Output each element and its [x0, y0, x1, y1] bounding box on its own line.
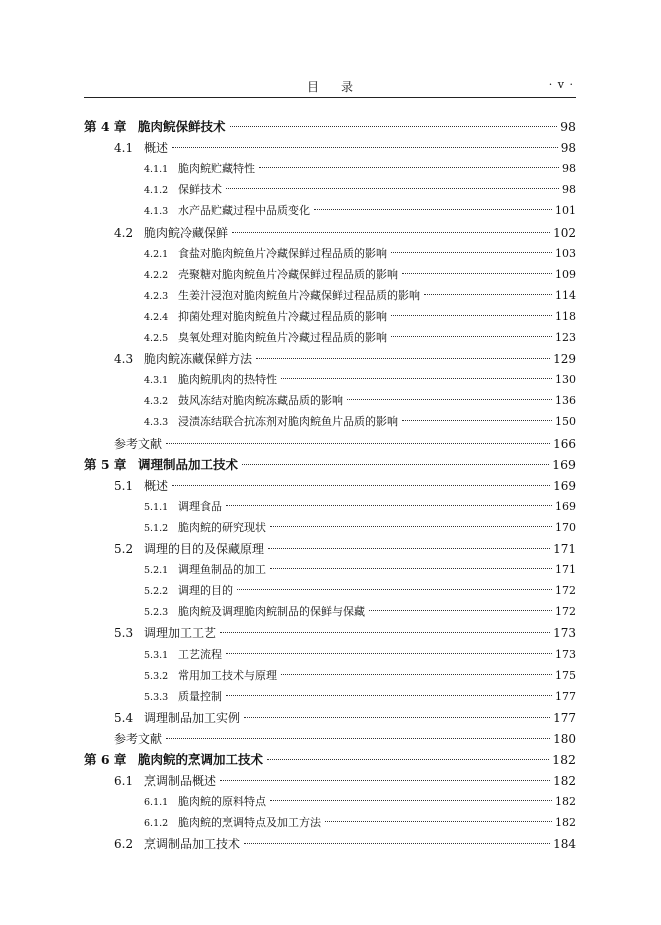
dot-leader [267, 759, 549, 760]
toc-page-number: 172 [555, 584, 576, 598]
dot-leader [237, 589, 552, 590]
toc-page-number: 177 [553, 710, 576, 725]
dot-leader [226, 188, 559, 189]
toc-page-number: 184 [553, 837, 576, 852]
toc-number: 4.1 [114, 141, 134, 156]
running-header [84, 78, 576, 96]
toc-page-number: 177 [555, 689, 576, 703]
toc-page-number: 101 [555, 204, 576, 218]
dot-leader [244, 717, 550, 718]
toc-number: 5.3.3 [144, 691, 169, 703]
toc-page-number: 98 [562, 162, 576, 176]
toc-number: 5.3 [114, 626, 134, 641]
dot-leader [256, 358, 550, 359]
toc-title: 脆肉鲩的烹调特点及加工方法 [178, 816, 321, 830]
toc-page-number: 172 [555, 605, 576, 619]
toc-subsection [144, 370, 576, 390]
toc-section [114, 349, 576, 369]
toc-number: 6.1 [114, 774, 134, 789]
toc-title: 质量控制 [178, 689, 222, 703]
toc-subsection [144, 180, 576, 200]
dot-leader [391, 315, 552, 316]
toc-number: 4.1.3 [144, 206, 169, 218]
toc-chapter [84, 117, 576, 137]
toc-page-number: 98 [560, 141, 576, 156]
toc-subsection [144, 328, 576, 348]
toc-number: 5.3.2 [144, 670, 169, 682]
toc-page-number: 109 [555, 267, 576, 281]
toc-title: 脆肉鲩冻藏保鲜方法 [144, 352, 253, 367]
dot-leader [226, 653, 552, 654]
dot-leader [270, 800, 552, 801]
dot-leader [226, 505, 552, 506]
dot-leader [270, 568, 552, 569]
dot-leader [242, 464, 549, 465]
toc-number: 第 5 章 [84, 456, 127, 472]
toc-number: 第 6 章 [84, 752, 127, 767]
toc-subsection [144, 244, 576, 264]
toc-page-number: 182 [555, 795, 576, 809]
toc-page-number: 166 [553, 436, 576, 451]
toc-section [114, 771, 576, 791]
toc-page-number: 103 [555, 246, 576, 260]
toc-page-number: 114 [555, 288, 576, 302]
toc-title: 水产品贮藏过程中品质变化 [178, 204, 310, 218]
toc-title: 工艺流程 [178, 647, 222, 661]
toc-title: 调理加工工艺 [144, 626, 217, 641]
toc-title: 脆肉鲩及调理脆肉鲩制品的保鲜与保藏 [178, 605, 365, 619]
toc-number: 4.2.3 [144, 290, 169, 302]
toc-number: 5.4 [114, 710, 134, 725]
toc-number: 5.1.2 [144, 522, 169, 534]
toc-title: 壳聚糖对脆肉鲩鱼片冷藏保鲜过程品质的影响 [178, 267, 398, 281]
toc-title: 脆肉鲩冷藏保鲜 [144, 225, 229, 240]
toc-title: 保鲜技术 [178, 183, 222, 197]
toc-number: 6.1.1 [144, 797, 169, 809]
toc-number: 5.1.1 [144, 501, 169, 513]
toc-number: 5.2.1 [144, 565, 169, 577]
toc-title: 调理的目的及保藏原理 [144, 542, 265, 556]
toc-title: 鼓风冻结对脆肉鲩冻藏品质的影响 [178, 394, 343, 408]
toc-page-number: 180 [553, 731, 576, 746]
toc-section [114, 623, 576, 643]
toc-page-number: 98 [560, 119, 576, 134]
toc-subsection [144, 265, 576, 285]
dot-leader [268, 548, 550, 549]
toc-references [114, 434, 576, 454]
dot-leader [270, 526, 552, 527]
toc-number: 4.1.2 [144, 185, 169, 197]
toc-number: 6.1.2 [144, 818, 169, 830]
dot-leader [347, 399, 552, 400]
toc-page-number: 171 [553, 542, 576, 556]
dot-leader [226, 695, 552, 696]
toc-number: 第 4 章 [84, 119, 127, 134]
toc-subsection [144, 412, 576, 432]
toc-section [114, 708, 576, 728]
dot-leader [402, 420, 552, 421]
toc-section [114, 476, 576, 496]
dot-leader [369, 610, 552, 611]
toc-page-number: 173 [553, 626, 576, 641]
dot-leader [391, 252, 552, 253]
toc-page-number: 129 [553, 352, 576, 367]
dot-leader [230, 126, 558, 127]
dot-leader [259, 167, 559, 168]
toc-number: 4.1.1 [144, 164, 169, 176]
dot-leader [402, 273, 552, 274]
dot-leader [281, 378, 552, 379]
dot-leader [281, 674, 552, 675]
toc-number: 4.2.5 [144, 333, 169, 344]
toc-title: 生姜汁浸泡对脆肉鲩鱼片冷藏保鲜过程品质的影响 [178, 288, 420, 302]
toc-number: 4.3.3 [144, 417, 169, 429]
toc-page-number: 169 [552, 456, 576, 472]
toc-title: 调理制品加工实例 [144, 710, 241, 725]
toc-title: 参考文献 [114, 731, 163, 746]
toc-page-number: 170 [555, 520, 576, 534]
toc-title: 烹调制品概述 [144, 774, 217, 789]
toc-subsection [144, 602, 576, 622]
toc-number: 4.2.1 [144, 248, 169, 260]
toc-page-number: 171 [555, 563, 576, 577]
toc-title: 调理制品加工技术 [138, 456, 239, 472]
toc-page-number: 169 [555, 499, 576, 513]
toc-title: 脆肉鲩的研究现状 [178, 520, 266, 534]
dot-leader [314, 209, 552, 210]
toc-title: 调理的目的 [178, 584, 233, 598]
toc-title: 脆肉鲩的原料特点 [178, 795, 266, 809]
toc-number: 5.2.3 [144, 607, 169, 619]
toc-page-number: 182 [552, 752, 576, 767]
header-rule [84, 97, 576, 98]
toc-title: 调理食品 [178, 499, 222, 513]
toc-title: 脆肉鲩保鲜技术 [138, 119, 226, 134]
toc-number: 4.3 [114, 352, 134, 367]
toc-number: 5.2.2 [144, 586, 169, 598]
toc-subsection [144, 307, 576, 327]
toc-subsection [144, 687, 576, 707]
dot-leader [172, 485, 550, 486]
toc-subsection [144, 391, 576, 411]
toc-title: 臭氧处理对脆肉鲩鱼片冷藏过程品质的影响 [178, 331, 387, 344]
dot-leader [166, 443, 550, 444]
toc-page-number: 123 [555, 331, 576, 344]
toc-section [114, 138, 576, 158]
toc-page-number: 182 [553, 774, 576, 789]
dot-leader [220, 632, 550, 633]
toc-subsection [144, 286, 576, 306]
toc-subsection [144, 813, 576, 833]
toc-title: 调理鱼制品的加工 [178, 563, 266, 577]
toc-title: 浸渍冻结联合抗冻剂对脆肉鲩鱼片品质的影响 [178, 415, 398, 429]
toc-title: 抑菌处理对脆肉鲩鱼片冷藏过程品质的影响 [178, 309, 387, 323]
toc-number: 4.2 [114, 225, 134, 240]
toc-page-number: 102 [553, 225, 576, 240]
toc-number: 5.1 [114, 478, 134, 493]
toc-number: 4.3.1 [144, 375, 169, 387]
dot-leader [325, 821, 552, 822]
toc-number: 4.2.4 [144, 311, 169, 323]
toc-subsection [144, 581, 576, 601]
toc-page-number: 182 [555, 816, 576, 830]
toc-references [114, 729, 576, 749]
dot-leader [424, 294, 552, 295]
toc-title: 概述 [144, 141, 169, 156]
toc-subsection [144, 497, 576, 517]
toc-page-number: 150 [555, 415, 576, 429]
toc-number: 5.2 [114, 542, 134, 556]
toc-page-number: 169 [553, 478, 576, 493]
dot-leader [172, 147, 558, 148]
toc-subsection [144, 792, 576, 812]
dot-leader [166, 738, 550, 739]
toc-title: 烹调制品加工技术 [144, 837, 241, 852]
dot-leader [220, 780, 550, 781]
toc-subsection [144, 645, 576, 665]
toc-subsection [144, 159, 576, 179]
dot-leader [391, 336, 552, 337]
toc-subsection [144, 560, 576, 580]
dot-leader [232, 232, 550, 233]
toc-page-number: 175 [555, 668, 576, 682]
toc-page-number: 173 [555, 647, 576, 661]
toc-chapter [84, 750, 576, 770]
toc-page-number: 98 [562, 183, 576, 197]
toc-section [114, 223, 576, 243]
toc-section [114, 834, 576, 854]
toc-title: 概述 [144, 478, 169, 493]
toc-subsection [144, 666, 576, 686]
toc-title: 食盐对脆肉鲩鱼片冷藏保鲜过程品质的影响 [178, 246, 387, 260]
toc-chapter [84, 455, 576, 475]
toc-number: 5.3.1 [144, 649, 169, 661]
toc-title: 参考文献 [114, 436, 163, 451]
toc-section [114, 539, 576, 559]
toc-title: 常用加工技术与原理 [178, 668, 277, 682]
toc-number: 6.2 [114, 837, 134, 852]
toc-title: 脆肉鲩肌肉的热特性 [178, 373, 277, 387]
header-page-number: · v · [548, 78, 574, 91]
toc-page-number: 130 [555, 373, 576, 387]
toc-subsection [144, 201, 576, 221]
toc-subsection [144, 518, 576, 538]
toc-number: 4.3.2 [144, 396, 169, 408]
header-title: 目录 [306, 80, 375, 94]
dot-leader [244, 843, 550, 844]
toc-title: 脆肉鲩的烹调加工技术 [138, 752, 264, 767]
toc-page-number: 136 [555, 394, 576, 408]
toc-number: 4.2.2 [144, 269, 169, 281]
toc-title: 脆肉鲩贮藏特性 [178, 162, 255, 176]
toc-page-number: 118 [555, 309, 576, 323]
